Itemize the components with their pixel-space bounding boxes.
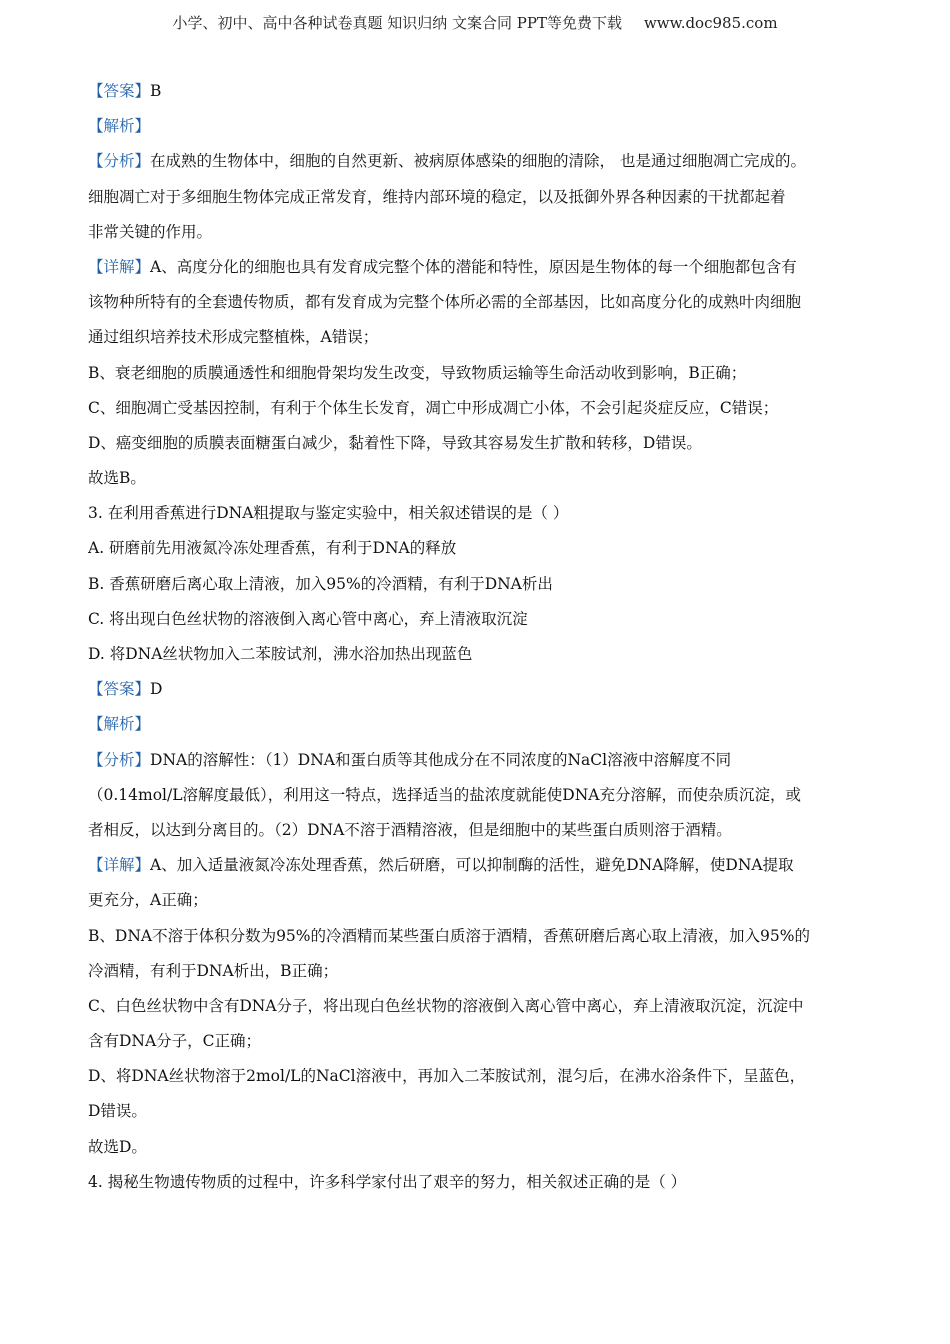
text-line: [88, 813, 868, 848]
header-site: www.doc985.com: [643, 14, 778, 32]
line-text: C、细胞凋亡受基因控制，有利于个体生长发育，凋亡中形成凋亡小体，不会引起炎症反应，C错误；: [88, 398, 779, 417]
text-line: [88, 778, 868, 813]
section-tag: 【解析】: [88, 715, 151, 734]
line-text: 故选D。: [88, 1137, 147, 1156]
text-line: [88, 707, 868, 742]
line-text: A. 研磨前先用液氮冷冻处理香蕉，有利于DNA的释放: [88, 539, 457, 558]
line-text: C、白色丝状物中含有DNA分子，将出现白色丝状物的溶液倒入离心管中离心，弃上清液取沉淀，沉淀中: [88, 996, 804, 1015]
text-line: [88, 637, 868, 672]
line-text: 细胞凋亡对于多细胞生物体完成正常发育，维持内部环境的稳定，以及抵御外界各种因素的干扰都起着: [88, 187, 786, 206]
line-text: 该物种所特有的全套遗传物质，都有发育成为完整个体所必需的全部基因，比如高度分化的成熟叶肉细胞: [88, 293, 802, 312]
text-line: [88, 602, 868, 637]
line-text: 非常关键的作用。: [88, 222, 213, 241]
line-text: 冷酒精，有利于DNA析出，B正确；: [88, 961, 339, 980]
header-text: 小学、初中、高中各种试卷真题 知识归纳 文案合同 PPT等免费下载: [172, 14, 622, 32]
text-line: [88, 426, 868, 461]
line-text: 在成熟的生物体中，细胞的自然更新、被病原体感染的细胞的清除， 也是通过细胞凋亡完成的。: [150, 152, 806, 171]
line-text: 通过组织培养技术形成完整植株，A错误；: [88, 328, 379, 347]
text-line: [88, 743, 868, 778]
line-text: D. 将DNA丝状物加入二苯胺试剂，沸水浴加热出现蓝色: [88, 645, 473, 663]
line-text: DNA的溶解性：（1）DNA和蛋白质等其他成分在不同浓度的NaCl溶液中溶解度不同: [150, 750, 732, 769]
text-line: [88, 285, 868, 320]
text-line: [88, 1165, 868, 1200]
line-text: D、将DNA丝状物溶于2mol/L的NaCl溶液中，再加入二苯胺试剂，混匀后，在沸水浴条件下，呈蓝色，: [88, 1067, 806, 1086]
line-text: B、衰老细胞的质膜通透性和细胞骨架均发生改变，导致物质运输等生命活动收到影响，B正确；: [88, 363, 747, 382]
text-line: [88, 109, 868, 144]
text-line: [88, 356, 868, 391]
text-line: [88, 531, 868, 566]
text-line: [88, 320, 868, 355]
section-tag: 【答案】: [88, 680, 151, 699]
section-tag: 【解析】: [88, 117, 151, 136]
text-line: [88, 144, 868, 179]
line-text: D错误。: [88, 1102, 147, 1121]
line-text: （0.14mol/L溶解度最低），利用这一特点，选择适当的盐浓度就能使DNA充分溶解，而使杂质沉淀，或: [88, 785, 801, 804]
text-line: [88, 883, 868, 918]
line-text: C. 将出现白色丝状物的溶液倒入离心管中离心，弃上清液取沉淀: [88, 609, 528, 628]
text-line: [88, 496, 868, 531]
text-line: [88, 989, 868, 1024]
line-text: 更充分，A正确；: [88, 891, 208, 910]
text-line: [88, 919, 868, 954]
line-text: 含有DNA分子，C正确；: [88, 1032, 262, 1051]
text-line: [88, 1059, 868, 1094]
line-text: B: [150, 82, 162, 100]
section-tag: 【答案】: [88, 82, 151, 100]
section-tag: 【分析】: [88, 152, 151, 171]
line-text: 者相反，以达到分离目的。（2）DNA不溶于酒精溶液，但是细胞中的某些蛋白质则溶于酒精。: [88, 820, 732, 839]
section-tag: 【详解】: [88, 257, 151, 276]
text-line: [88, 180, 868, 215]
text-line: [88, 1024, 868, 1059]
line-text: 3. 在利用香蕉进行DNA粗提取与鉴定实验中，相关叙述错误的是（ ）: [88, 504, 569, 523]
section-tag: 【分析】: [88, 750, 151, 769]
text-line: [88, 1094, 868, 1129]
text-line: [88, 848, 868, 883]
line-text: A、加入适量液氮冷冻处理香蕉，然后研磨，可以抑制酶的活性，避免DNA降解，使DNA提取: [150, 856, 794, 875]
text-line: [88, 250, 868, 285]
line-text: B、DNA不溶于体积分数为95%的冷酒精而某些蛋白质溶于酒精，香蕉研磨后离心取上清液，加入95%的: [88, 926, 810, 945]
text-line: [88, 461, 868, 496]
text-line: [88, 391, 868, 426]
text-line: [88, 74, 868, 109]
line-text: D、癌变细胞的质膜表面糖蛋白减少，黏着性下降，导致其容易发生扩散和转移，D错误。: [88, 433, 702, 452]
text-line: [88, 672, 868, 707]
document-body: [88, 74, 868, 1200]
line-text: 4. 揭秘生物遗传物质的过程中，许多科学家付出了艰辛的努力，相关叙述正确的是（ ）: [88, 1172, 687, 1191]
section-tag: 【详解】: [88, 856, 151, 875]
text-line: [88, 215, 868, 250]
line-text: B. 香蕉研磨后离心取上清液，加入95%的冷酒精，有利于DNA析出: [88, 574, 553, 593]
text-line: [88, 1130, 868, 1165]
text-line: [88, 567, 868, 602]
line-text: D: [150, 680, 163, 699]
line-text: 故选B。: [88, 469, 146, 488]
page-header: [0, 12, 950, 33]
text-line: [88, 954, 868, 989]
line-text: A、高度分化的细胞也具有发育成完整个体的潜能和特性，原因是生物体的每一个细胞都包含有: [150, 257, 797, 276]
